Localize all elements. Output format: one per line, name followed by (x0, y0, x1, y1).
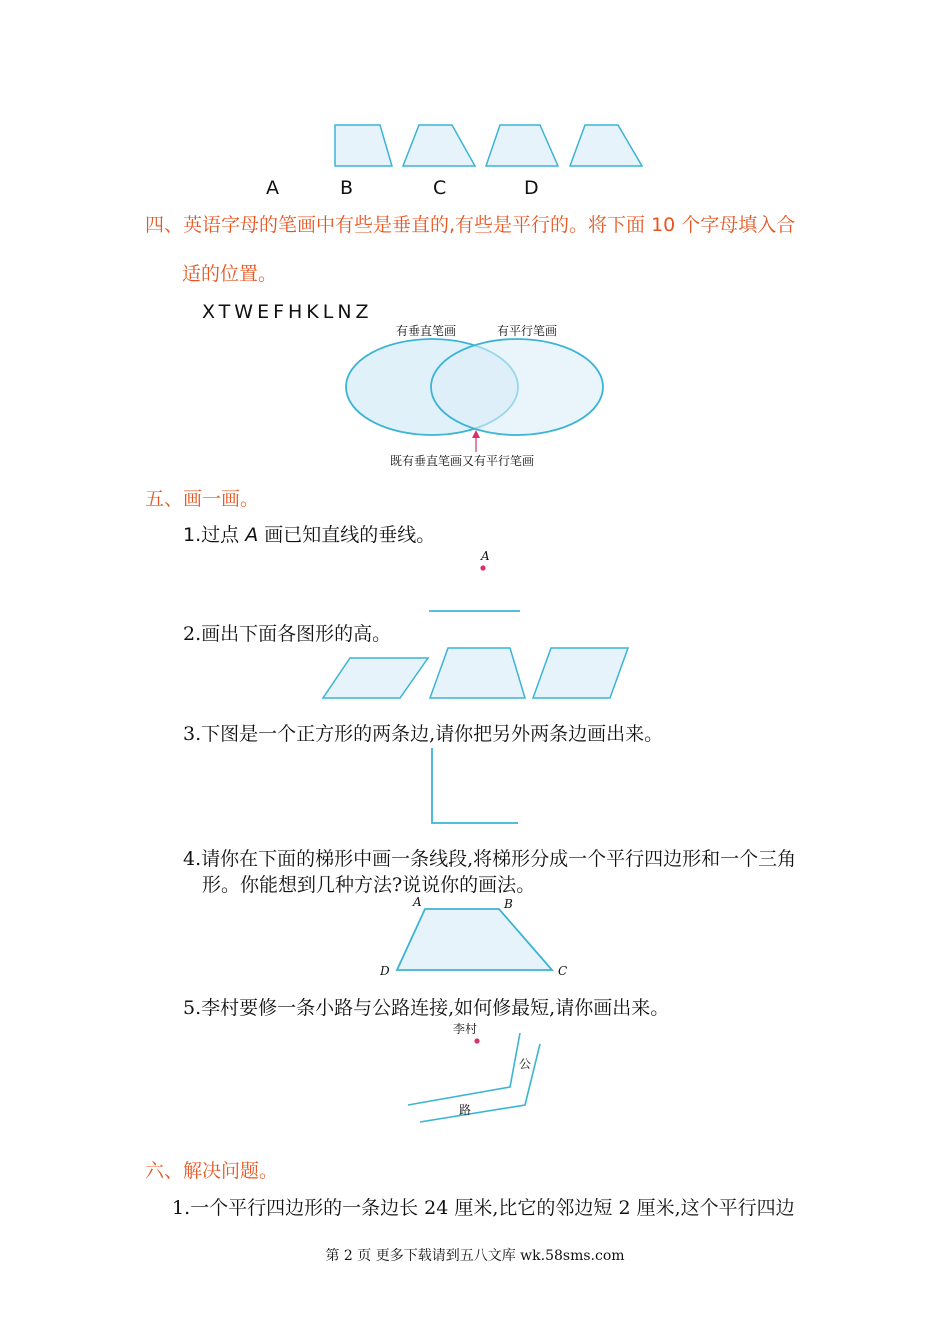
q5-3-text: 3.下图是一个正方形的两条边,请你把另外两条边画出来。 (183, 723, 664, 745)
road-label-1: 公 (519, 1057, 532, 1071)
road-label-2: 路 (459, 1103, 472, 1117)
q5-1-var: A (245, 524, 259, 546)
venn-left-label: 有垂直笔画 (396, 324, 457, 338)
option-label-b: B (340, 177, 354, 199)
q5-1-pre: 过点 (201, 524, 246, 546)
q5-1-post: 画已知直线的垂线。 (258, 524, 436, 546)
vertex-c-label: C (558, 964, 568, 978)
section4-heading-line2: 适的位置。 (182, 263, 278, 285)
section4-heading-line1: 四、英语字母的笔画中有些是垂直的,有些是平行的。将下面 10 个字母填入合 (145, 214, 796, 236)
section5-heading: 五、画一画。 (145, 488, 260, 510)
village-point (474, 1038, 479, 1043)
road-edge-outer (408, 1033, 520, 1105)
letter-list: XTWEFHKLNZ (202, 301, 373, 323)
option-label-c: C (433, 177, 447, 199)
q5-1-number: 1. (183, 524, 202, 546)
vertex-a-label: A (413, 895, 422, 909)
option-label-a: A (266, 177, 279, 199)
vertex-b-label: B (504, 897, 513, 911)
vertex-d-label: D (380, 964, 390, 978)
q5-4-text-line2: 形。你能想到几种方法?说说你的画法。 (202, 874, 536, 896)
section6-heading: 六、解决问题。 (145, 1160, 279, 1182)
point-a-label: A (481, 549, 490, 563)
village-label: 李村 (453, 1022, 478, 1036)
option-label-d: D (524, 177, 539, 199)
page-footer: 第 2 页 更多下载请到五八文库 wk.58sms.com (325, 1248, 625, 1264)
venn-intersection-label: 既有垂直笔画又有平行笔画 (390, 454, 535, 468)
venn-right-label: 有平行笔画 (497, 324, 558, 338)
q5-2-text: 2.画出下面各图形的高。 (183, 623, 392, 645)
q5-4-text-line1: 4.请你在下面的梯形中画一条线段,将梯形分成一个平行四边形和一个三角 (183, 848, 797, 870)
q6-1-text: 1.一个平行四边形的一条边长 24 厘米,比它的邻边短 2 厘米,这个平行四边 (172, 1197, 795, 1219)
q5-5-text: 5.李村要修一条小路与公路连接,如何修最短,请你画出来。 (183, 997, 670, 1019)
